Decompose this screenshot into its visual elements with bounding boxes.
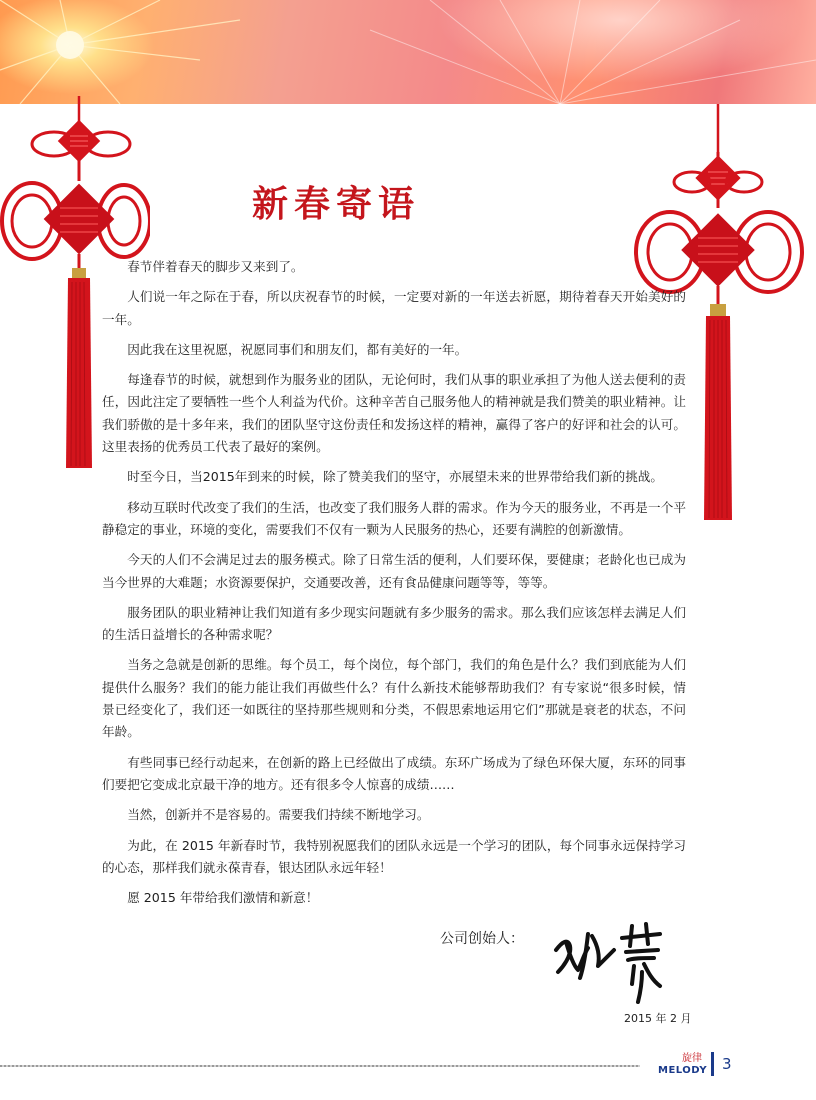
page-number: 3 [722, 1055, 732, 1073]
paragraph: 为此，在 2015 年新春时节，我特别祝愿我们的团队永远是一个学习的团队，每个同事永远保持学习的心态，那样我们就永葆青春，银达团队永远年轻！ [102, 837, 686, 875]
paragraph: 今天的人们不会满足过去的服务模式。除了日常生活的便利，人们要环保，要健康；老龄化也已成为当今世界的大难题；水资源要保护，交通要改善，还有食品健康问题等等，等等。 [102, 552, 686, 590]
paragraph: 当然，创新并不是容易的。需要我们持续不断地学习。 [127, 807, 430, 823]
paragraph: 每逢春节的时候，就想到作为服务业的团队，无论何时，我们从事的职业承担了为他人送去便利的责任，因此注定了要牺牲一些个人利益为代价。这种辛苦自己服务他人的精神就是我们赞美的职业精神。让我们骄傲的是十多年来，我们的团队坚守这份责任和发扬这样的精神，赢得了客户的好评和社会的认可。这里表扬的优秀员工代表了最好的案例。 [102, 372, 686, 455]
paragraph: 当务之急就是创新的思维。每个员工，每个岗位，每个部门，我们的角色是什么？我们到底能为人们提供什么服务？我们的能力能让我们再做些什么？有什么新技术能够帮助我们？有专家说“很多时候，情景已经变化了，我们还一如既往的坚持那些规则和分类，不假思索地运用它们”那就是衰老的状态，不问年龄。 [102, 657, 686, 740]
firework-decoration [0, 0, 816, 104]
paragraph: 移动互联时代改变了我们的生活，也改变了我们服务人群的需求。作为今天的服务业，不再是一个平静稳定的事业，环境的变化，需要我们不仅有一颗为人民服务的热心，还要有满腔的创新激情。 [102, 499, 686, 537]
letter-date: 2015 年 2 月 [624, 1012, 692, 1025]
page-title: 新春寄语 [252, 183, 421, 225]
footer-divider [0, 1065, 640, 1067]
header-banner [0, 0, 816, 104]
paragraph: 春节伴着春天的脚步又来到了。 [127, 259, 304, 274]
paragraph: 时至今日，当2015年到来的时候，除了赞美我们的坚守，亦展望未来的世界带给我们新的挑战。 [127, 469, 663, 485]
paragraph: 愿 2015 年带给我们激情和新意！ [127, 890, 319, 906]
letter-body [102, 256, 686, 917]
signature-image [548, 912, 674, 1004]
paragraph: 有些同事已经行动起来，在创新的路上已经做出了成绩。东环广场成为了绿色环保大厦，东环的同事们要把它变成北京最干净的地方。还有很多令人惊喜的成绩…… [102, 754, 686, 792]
signer-label: 公司创始人： [440, 931, 524, 947]
footer-brand [658, 1053, 708, 1077]
paragraph: 服务团队的职业精神让我们知道有多少现实问题就有多少服务的需求。那么我们应该怎样去满足人们的生活日益增长的各种需求呢？ [102, 604, 686, 643]
paragraph: 因此我在这里祝愿，祝愿同事们和朋友们，都有美好的一年。 [127, 341, 468, 357]
brand-name-cn: 旋律 [682, 1053, 702, 1064]
footer-separator [711, 1052, 714, 1076]
brand-name-en: MELODY [658, 1065, 708, 1076]
paragraph: 人们说一年之际在于春，所以庆祝春节的时候，一定要对新的一年送去祈愿，期待着春天开始美好的一年。 [102, 289, 686, 327]
